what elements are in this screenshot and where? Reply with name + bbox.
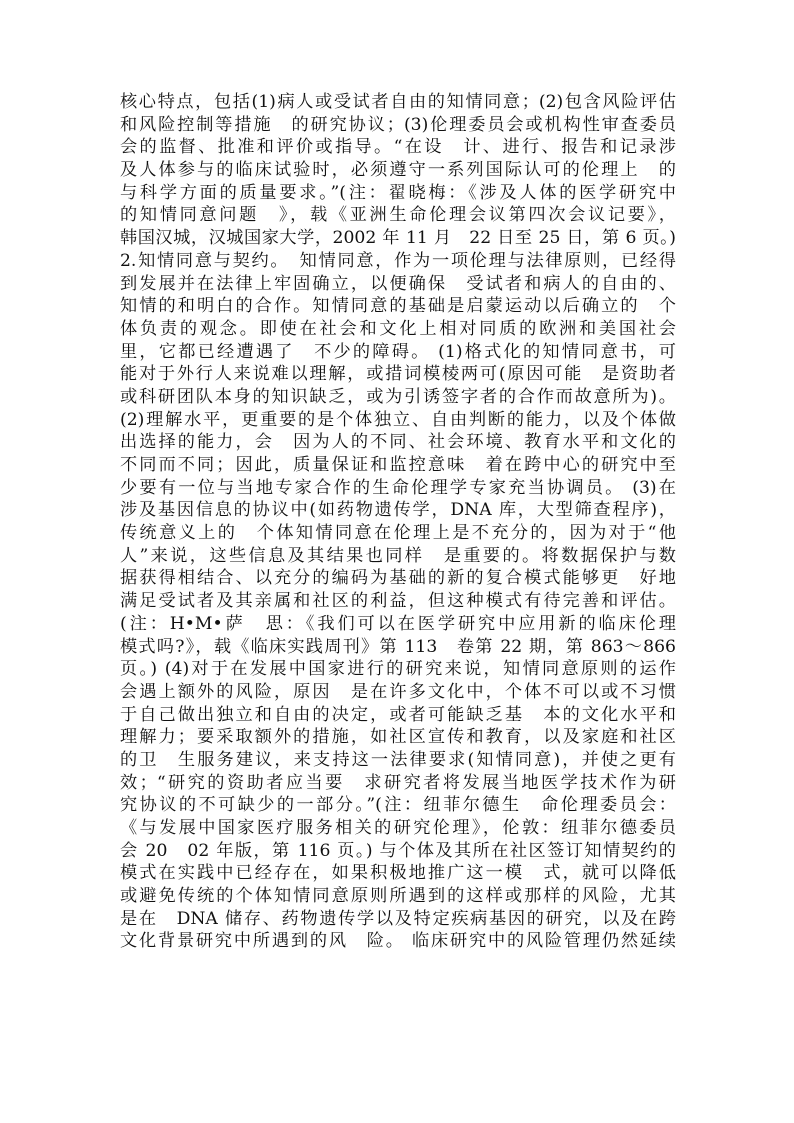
text-line: (2)理解水平，更重要的是个体独立、自由判断的能力，以及个体做 [120, 409, 676, 430]
text-line: 及人体参与的临床试验时，必须遵守一系列国际认可的伦理上 的 [120, 160, 676, 181]
text-line: 2.知情同意与契约。 知情同意，作为一项伦理与法律原则，已经得 [120, 250, 676, 271]
text-line: 究协议的不可缺少的一部分。”(注：纽菲尔德生 命伦理委员会： [120, 795, 676, 816]
text-line: 韩国汉城，汉城国家大学，2002 年 11 月 22 日至 25 日，第 6 页。) [120, 228, 676, 249]
text-line: 与科学方面的质量要求。”(注：翟晓梅：《涉及人体的医学研究中 [120, 182, 676, 203]
text-line: (注：H•M•萨 思：《我们可以在医学研究中应用新的临床伦理 [120, 613, 676, 634]
text-line: 核心特点，包括(1)病人或受试者自由的知情同意；(2)包含风险评估 [120, 92, 676, 112]
text-line: 于自己做出独立和自由的决定，或者可能缺乏基 本的文化水平和 [120, 704, 676, 725]
text-line: 的知情同意问题 》，载《亚洲生命伦理会议第四次会议记要》， [120, 205, 676, 226]
text-line: 人”来说，这些信息及其结果也同样 是重要的。将数据保护与数 [120, 545, 676, 566]
text-line: 的卫 生服务建议，来支持这一法律要求(知情同意)，并使之更有 [120, 749, 676, 770]
text-line: 体负责的观念。即使在社会和文化上相对同质的欧洲和美国社会 [120, 318, 676, 339]
text-line: 或科研团队本身的知识缺乏，或为引诱签字者的合作而故意所为)。 [120, 386, 676, 407]
text-line: 会的监督、批准和评价或指导。“在设 计、进行、报告和记录涉 [120, 137, 676, 158]
text-line: 是在 DNA 储存、药物遗传学以及特定疾病基因的研究，以及在跨 [120, 908, 676, 929]
text-line: 会 20 02 年版，第 116 页。) 与个体及其所在社区签订知情契约的 [120, 840, 676, 861]
text-line: 据获得相结合、以充分的编码为基础的新的复合模式能够更 好地 [120, 568, 676, 589]
text-line: 效；“研究的资助者应当要 求研究者将发展当地医学技术作为研 [120, 772, 676, 793]
text-line: 不同而不同；因此，质量保证和监控意味 着在跨中心的研究中至 [120, 455, 676, 475]
text-line: 少要有一位与当地专家合作的生命伦理学专家充当协调员。 (3)在 [120, 477, 676, 498]
text-line: 涉及基因信息的协议中(如药物遗传学，DNA 库，大型筛查程序)， [120, 500, 676, 521]
text-line: 到发展并在法律上牢固确立，以便确保 受试者和病人的自由的、 [120, 273, 676, 294]
text-line: 《与发展中国家医疗服务相关的研究伦理》，伦敦：纽菲尔德委员 [120, 818, 676, 838]
text-line: 能对于外行人来说难以理解，或措词模棱两可(原因可能 是资助者 [120, 364, 676, 385]
text-line: 或避免传统的个体知情同意原则所遇到的这样或那样的风险，尤其 [120, 886, 676, 907]
text-line: 知情的和明白的合作。知情同意的基础是启蒙运动以后确立的 个 [120, 296, 676, 317]
text-line: 出选择的能力，会 因为人的不同、社会环境、教育水平和文化的 [120, 432, 676, 453]
text-line: 和风险控制等措施 的研究协议；(3)伦理委员会或机构性审查委员 [120, 114, 676, 135]
text-line: 满足受试者及其亲属和社区的利益，但这种模式有待完善和评估。 [120, 591, 676, 612]
text-line: 传统意义上的 个体知情同意在伦理上是不充分的，因为对于“他 [120, 523, 676, 544]
text-line: 里，它都已经遭遇了 不少的障碍。 (1)格式化的知情同意书，可 [120, 341, 676, 362]
body-text [120, 91, 676, 953]
text-line: 页。) (4)对于在发展中国家进行的研究来说，知情同意原则的运作 [120, 659, 676, 680]
text-line: 模式吗?》，载《临床实践周刊》第 113 卷第 22 期，第 863～866 [120, 636, 676, 657]
text-line: 会遇上额外的风险，原因 是在许多文化中，个体不可以或不习惯 [120, 681, 676, 702]
text-line: 文化背景研究中所遇到的风 险。 临床研究中的风险管理仍然延续 [120, 931, 676, 952]
text-line: 模式在实践中已经存在，如果积极地推广这一模 式，就可以降低 [120, 863, 676, 884]
text-line: 理解力；要采取额外的措施，如社区宣传和教育，以及家庭和社区 [120, 727, 676, 748]
